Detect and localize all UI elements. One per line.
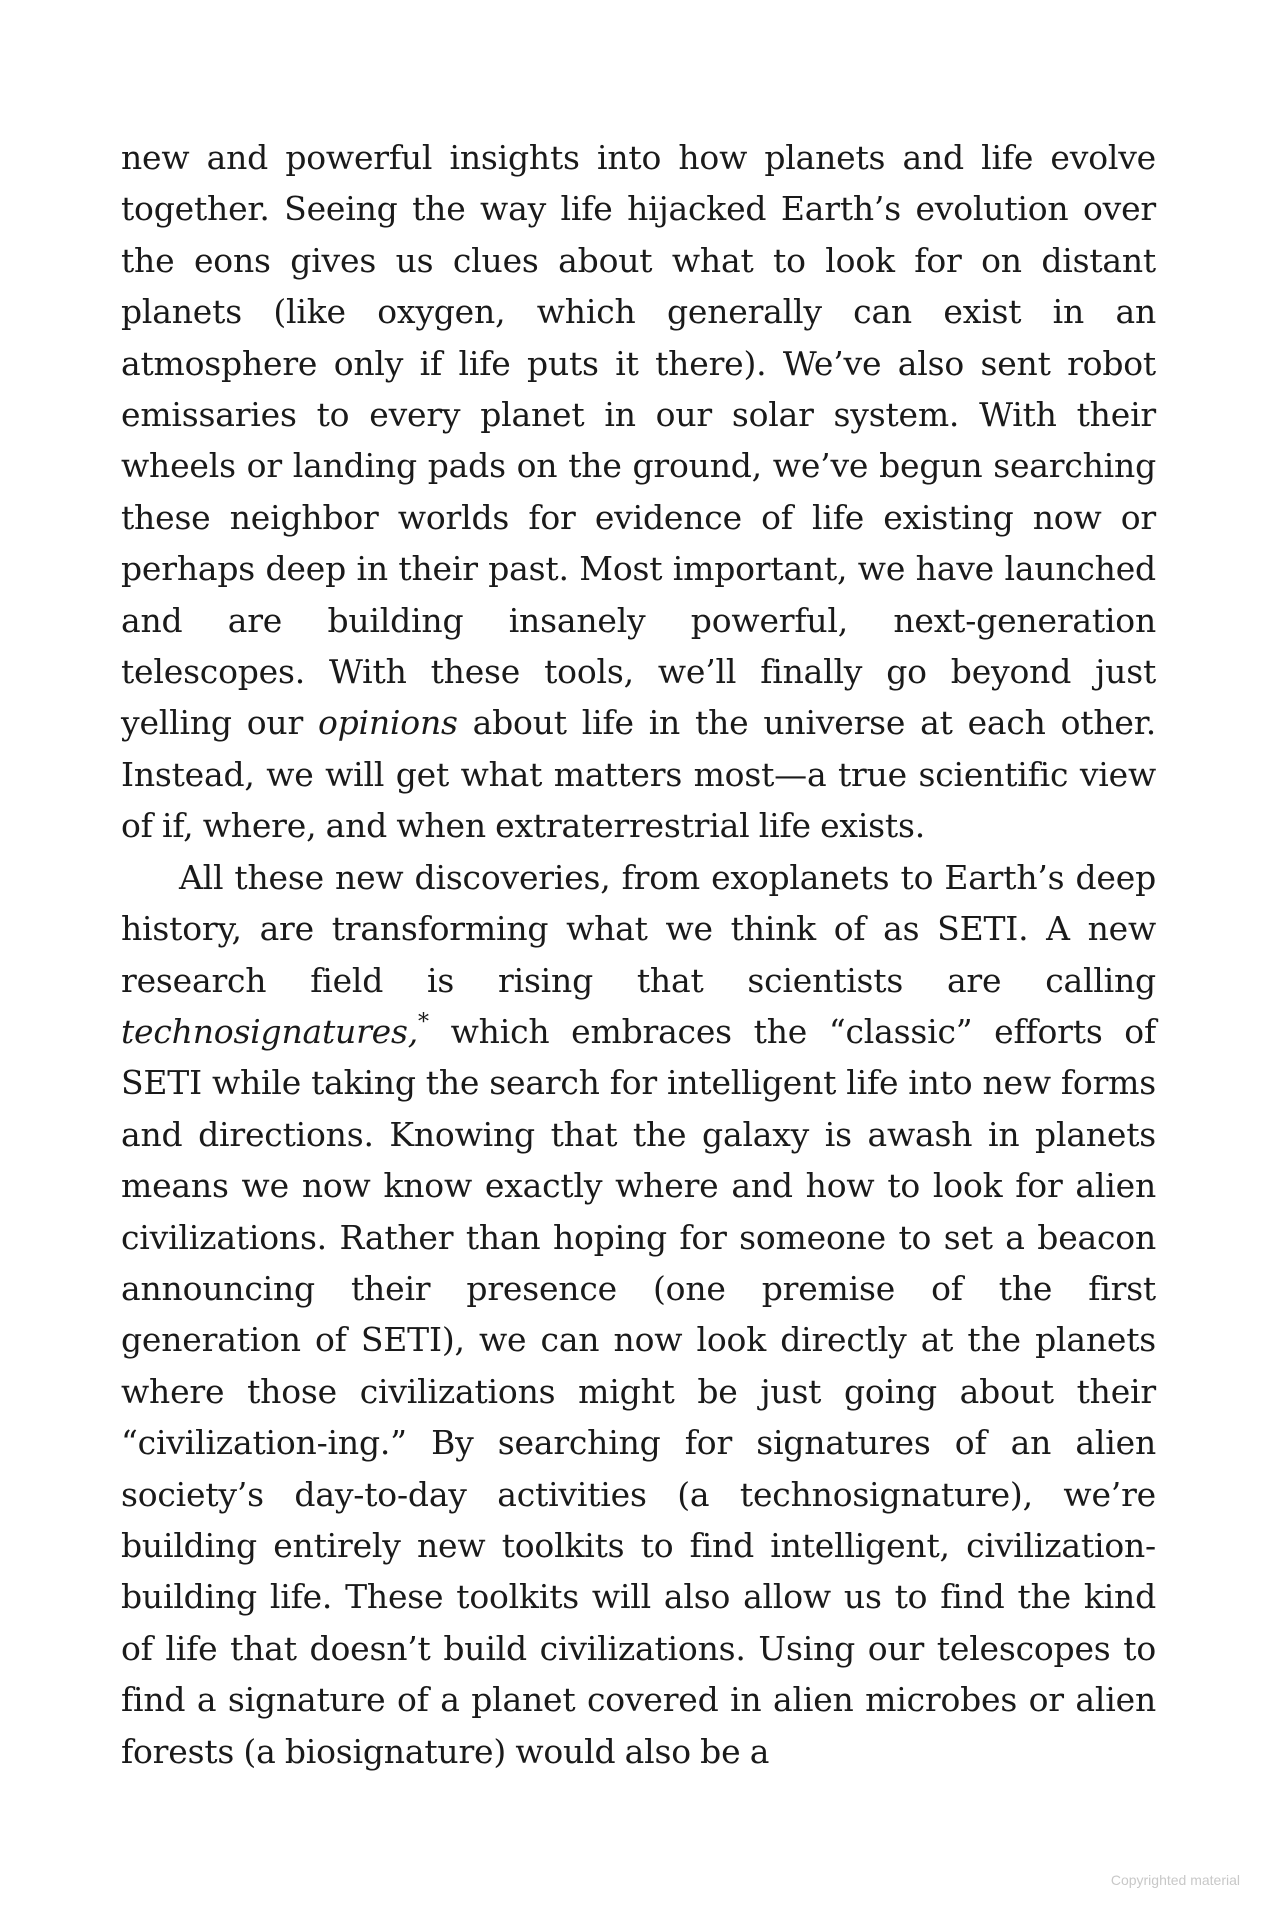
paragraph-1-text-end: about life in the universe at each other. Instead, we will get what matters most—a true scientific view of if, where, and when extraterrestrial life exists.: [121, 703, 1156, 846]
paragraph-2-text-start: All these new discoveries, from exoplanets to Earth’s deep history, are transforming what we think of as SETI. A new research field is rising that scientists are calling: [121, 857, 1156, 1000]
paragraph-2: [121, 852, 1156, 1777]
copyright-watermark: Copyrighted material: [1110, 1872, 1240, 1888]
paragraph-2-emphasis: technosignatures,: [121, 1011, 419, 1051]
paragraph-1-emphasis: opinions: [317, 703, 458, 743]
page-body: [121, 132, 1156, 1777]
footnote-marker[interactable]: *: [418, 1009, 429, 1035]
paragraph-1-text-start: new and powerful insights into how planets and life evolve together. Seeing the way life hijacked Earth’s evolution over the eons gives us clues about what to look for on distant planets (like oxygen, which generally can exist in an atmosphere only if life puts it there). We’ve also sent robot emissaries to every planet in our solar system. With their wheels or landing pads on the ground, we’ve begun searching these neighbor worlds for evidence of life existing now or perhaps deep in their past. Most important, we have launched and are building insanely powerful, next-generation telescopes. With these tools, we’ll finally go beyond just yelling our: [121, 138, 1156, 743]
paragraph-2-text-end: which embraces the “classic” efforts of SETI while taking the search for intelligent life into new forms and directions. Knowing that the galaxy is awash in planets means we now know exactly where and how to look for alien civilizations. Rather than hoping for someone to set a beacon announcing their presence (one premise of the first generation of SETI), we can now look directly at the planets where those civilizations might be just going about their “civilization-ing.” By searching for signatures of an alien society’s day-to-day activities (a technosignature), we’re building entirely new toolkits to find intelligent, civilization-building life. These toolkits will also allow us to find the kind of life that doesn’t build civilizations. Using our telescopes to find a signature of a planet covered in alien microbes or alien forests (a biosignature) would also be a: [121, 1011, 1156, 1771]
paragraph-1: [121, 132, 1156, 852]
